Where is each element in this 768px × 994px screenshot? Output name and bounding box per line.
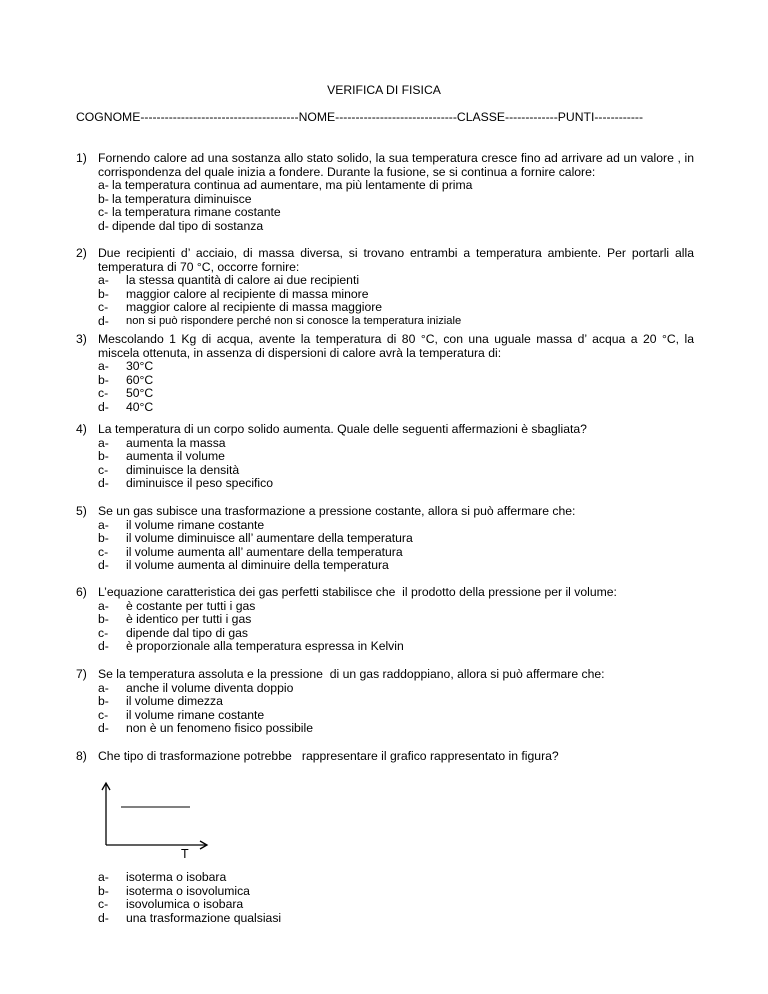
answer-option-b[interactable] xyxy=(98,450,694,464)
option-letter: c- xyxy=(98,462,109,477)
answer-option-a[interactable] xyxy=(98,274,694,288)
option-letter: c- xyxy=(98,300,109,315)
answer-option-d[interactable] xyxy=(98,477,694,491)
option-letter: a- xyxy=(98,870,109,884)
question-text: Due recipienti d’ acciaio, di massa diversa, si trovano entrambi a temperatura ambiente. Per portarli alla temperatura di 70 °C, occorre fornire: xyxy=(98,246,694,274)
question-text: Se la temperatura assoluta e la pressione di un gas raddoppiano, allora si può affermare che: xyxy=(98,667,605,681)
answer-option-c[interactable] xyxy=(98,546,694,560)
option-letter: d- xyxy=(98,639,109,654)
option-text: il volume rimane costante xyxy=(126,517,265,532)
option-text: diminuisce la densità xyxy=(126,462,240,477)
question-number: 7) xyxy=(76,667,87,681)
question-4 xyxy=(76,423,694,491)
option-letter: d- xyxy=(98,721,109,736)
answer-option-a[interactable] xyxy=(98,360,694,374)
question-2 xyxy=(76,247,694,329)
question-text: Fornendo calore ad una sostanza allo stato solido, la sua temperatura cresce fino ad arrivare ad un valore , in corrispondenza del quale inizia a fondere. Durante la fusione, se si continua a fornire calore: xyxy=(98,151,694,179)
answer-option-a[interactable] xyxy=(98,682,694,696)
answer-option-d[interactable] xyxy=(98,315,694,329)
option-text: la temperatura rimane costante xyxy=(112,205,281,220)
answer-option-a[interactable] xyxy=(98,600,694,614)
option-letter: a- xyxy=(98,680,109,695)
option-text: 50°C xyxy=(126,386,154,401)
option-letter: a- xyxy=(98,517,109,532)
question-8 xyxy=(76,750,694,764)
option-text: 40°C xyxy=(126,399,154,414)
student-info-fields: COGNOME---------------------------------------NOME------------------------------CLASSE-------------PUNTI------------ xyxy=(76,110,644,124)
answer-option-c[interactable] xyxy=(98,301,694,315)
option-letter: c- xyxy=(98,625,109,640)
option-text: aumenta il volume xyxy=(126,449,225,464)
option-text: è costante per tutti i gas xyxy=(126,598,256,613)
answer-option-d[interactable] xyxy=(98,912,698,926)
page-title: VERIFICA DI FISICA xyxy=(327,83,441,97)
option-letter: a- xyxy=(98,273,109,288)
answer-option-b[interactable] xyxy=(98,613,694,627)
question-number: 2) xyxy=(76,246,87,260)
question-text: L’equazione caratteristica dei gas perfetti stabilisce che il prodotto della pressione per il volume: xyxy=(98,585,617,599)
option-text: la temperatura diminuisce xyxy=(112,191,252,206)
option-text: maggior calore al recipiente di massa maggiore xyxy=(126,300,383,315)
question-number: 3) xyxy=(76,332,87,346)
x-axis-label: T xyxy=(181,847,189,860)
option-text: è proporzionale alla temperatura espressa in Kelvin xyxy=(126,639,404,654)
option-text: il volume aumenta all’ aumentare della temperatura xyxy=(126,544,403,559)
question-text: Mescolando 1 Kg di acqua, avente la temperatura di 80 °C, con una uguale massa d’ acqua a 20 °C, la miscela ottenuta, in assenza di dispersioni di calore avrà la temperatura di: xyxy=(98,332,694,360)
option-letter: b- xyxy=(98,694,109,709)
answer-option-d[interactable] xyxy=(98,559,694,573)
answer-option-c[interactable] xyxy=(98,464,694,478)
option-text: diminuisce il peso specifico xyxy=(126,476,273,491)
answer-option-a[interactable] xyxy=(98,437,694,451)
answer-option-b[interactable] xyxy=(98,288,694,302)
option-text: dipende dal tipo di gas xyxy=(126,625,248,640)
option-letter: c- xyxy=(98,544,109,559)
option-letter: b- xyxy=(98,372,109,387)
answer-option-b[interactable] xyxy=(98,532,694,546)
option-text: isoterma o isovolumica xyxy=(126,883,250,898)
question-7 xyxy=(76,668,694,736)
answer-option-d[interactable] xyxy=(98,401,694,415)
question-number: 6) xyxy=(76,585,87,599)
question-number: 8) xyxy=(76,749,87,763)
answer-option-a[interactable] xyxy=(98,871,698,885)
option-text: maggior calore al recipiente di massa minore xyxy=(126,286,369,301)
answer-option-a[interactable] xyxy=(98,179,694,193)
answer-option-d[interactable] xyxy=(98,220,694,234)
option-text: il volume dimezza xyxy=(126,694,223,709)
option-letter: b- xyxy=(98,531,109,546)
option-text: è identico per tutti i gas xyxy=(126,612,252,627)
answer-option-a[interactable] xyxy=(98,519,694,533)
question-8-options xyxy=(98,871,698,925)
option-letter: b- xyxy=(98,286,109,301)
option-letter: b- xyxy=(98,191,109,206)
option-letter: d- xyxy=(98,910,109,925)
option-text: isovolumica o isobara xyxy=(126,897,244,912)
option-text: isoterma o isobara xyxy=(126,870,227,884)
answer-option-c[interactable] xyxy=(98,206,694,220)
option-text: il volume aumenta al diminuire della temperatura xyxy=(126,558,389,573)
option-text: il volume diminuisce all’ aumentare della temperatura xyxy=(126,531,413,546)
question-text: La temperatura di un corpo solido aumenta. Quale delle seguenti affermazioni è sbagliata? xyxy=(98,422,587,436)
option-letter: d- xyxy=(98,218,109,233)
answer-option-b[interactable] xyxy=(98,885,698,899)
option-letter: a- xyxy=(98,435,109,450)
option-text: non si può rispondere perché non si conosce la temperatura iniziale xyxy=(126,314,462,327)
option-letter: a- xyxy=(98,598,109,613)
option-text: anche il volume diventa doppio xyxy=(126,680,294,695)
option-letter: d- xyxy=(98,558,109,573)
option-text: 60°C xyxy=(126,372,154,387)
question-number: 1) xyxy=(76,151,87,165)
option-letter: c- xyxy=(98,386,109,401)
question-number: 5) xyxy=(76,504,87,518)
question-3 xyxy=(76,333,694,415)
answer-option-c[interactable] xyxy=(98,709,694,723)
question-number: 4) xyxy=(76,422,87,436)
answer-option-d[interactable] xyxy=(98,640,694,654)
option-text: 30°C xyxy=(126,359,154,374)
answer-option-b[interactable] xyxy=(98,695,694,709)
option-text: la temperatura continua ad aumentare, ma più lentamente di prima xyxy=(112,178,473,193)
option-letter: d- xyxy=(98,399,109,414)
answer-option-b[interactable] xyxy=(98,374,694,388)
option-letter: d- xyxy=(98,313,109,328)
graph-figure xyxy=(92,780,222,860)
option-text: aumenta la massa xyxy=(126,435,226,450)
option-letter: b- xyxy=(98,883,109,898)
option-letter: c- xyxy=(98,707,109,722)
option-text: non è un fenomeno fisico possibile xyxy=(126,721,313,736)
answer-option-b[interactable] xyxy=(98,193,694,207)
option-text: una trasformazione qualsiasi xyxy=(126,910,282,925)
option-letter: c- xyxy=(98,205,109,220)
option-letter: d- xyxy=(98,476,109,491)
answer-option-d[interactable] xyxy=(98,722,694,736)
option-letter: b- xyxy=(98,612,109,627)
option-text: la stessa quantità di calore ai due recipienti xyxy=(126,273,360,288)
option-letter: b- xyxy=(98,449,109,464)
question-6 xyxy=(76,586,694,654)
answer-option-c[interactable] xyxy=(98,627,694,641)
option-text: dipende dal tipo di sostanza xyxy=(112,218,264,233)
option-letter: a- xyxy=(98,178,109,193)
answer-option-c[interactable] xyxy=(98,387,694,401)
question-text: Che tipo di trasformazione potrebbe rappresentare il grafico rappresentato in figura? xyxy=(98,749,559,763)
option-letter: a- xyxy=(98,359,109,374)
question-1 xyxy=(76,152,694,234)
option-letter: c- xyxy=(98,897,109,912)
question-text: Se un gas subisce una trasformazione a pressione costante, allora si può affermare che: xyxy=(98,504,576,518)
answer-option-c[interactable] xyxy=(98,898,698,912)
question-5 xyxy=(76,505,694,573)
option-text: il volume rimane costante xyxy=(126,707,265,722)
graph-axes xyxy=(102,783,207,849)
